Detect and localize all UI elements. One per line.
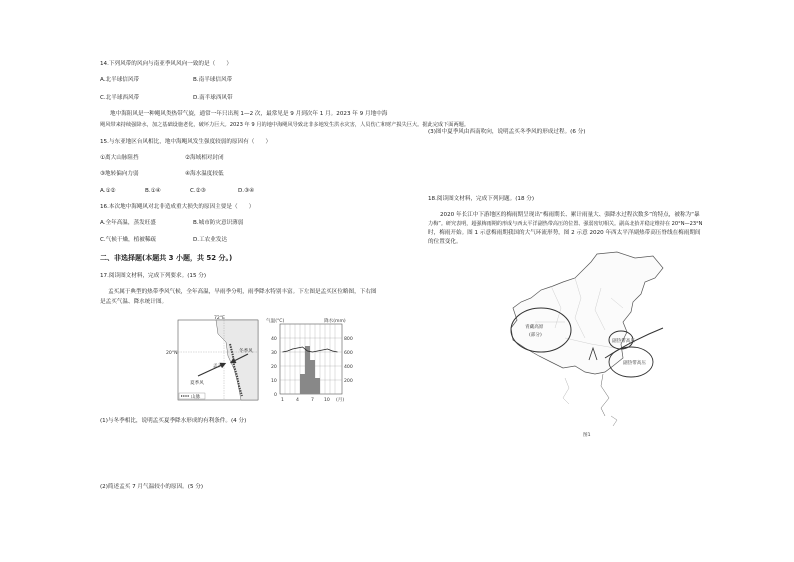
y-left-title: 气温(°C) [266, 319, 285, 324]
winter-monsoon-label: 冬季风 [239, 349, 253, 354]
q15-item-3: ③地转偏向力弱 [100, 171, 139, 177]
y-right-tick-800: 800 [344, 337, 353, 342]
y-left-tick-10: 10 [271, 379, 277, 384]
q16-option-d: D.工农业发达 [193, 237, 228, 243]
map-lon-label: 72°E [214, 316, 226, 321]
q15-item-2: ②海域相对封闭 [185, 155, 224, 161]
q17-sub-1: (1)与冬季相比，说明孟买夏季降水形成的有利条件。(4 分) [100, 418, 247, 424]
plateau-sub-label: (部分) [529, 333, 542, 338]
section-2-title: 二、非选择题(本题共 3 小题，共 52 分。) [100, 254, 233, 262]
figure-caption: 图1 [583, 433, 591, 438]
x-tick-10: 10 [324, 398, 330, 403]
q18-material-line-4: 的位置变化。 [428, 239, 462, 245]
coast-south [601, 374, 609, 416]
y-left-tick-30: 30 [271, 351, 277, 356]
x-unit: (月) [336, 398, 345, 403]
map-lat-label: 20°N [166, 351, 178, 356]
q14-option-c: C.北半球西风带 [100, 95, 140, 101]
x-tick-7: 7 [311, 398, 314, 403]
q16-option-c: C.气候干燥，植被稀疏 [100, 237, 157, 243]
q15-option-b: B.①④ [145, 188, 161, 194]
y-left-tick-20: 20 [271, 365, 277, 370]
subtropical-high-label-1: 副热带高压 [612, 339, 635, 344]
summer-monsoon-label: 夏季风 [190, 381, 204, 386]
q17-material-line-2: 是孟买气温、降水统计图。 [100, 299, 168, 305]
q18-material-line-2: 力梅”。研究表明，超强梅雨期的形成与西太平洋副热带高压的位置、强弱密切相关。副高北抬并稳定维持在 20°N—23°N [428, 221, 703, 227]
q15-option-a: A.①② [100, 188, 116, 194]
china-circulation-map [505, 248, 685, 448]
island [611, 416, 617, 426]
q17-stem: 17.阅读图文材料，完成下列要求。(15 分) [100, 273, 207, 279]
q18-material-line-1: 2020 年长江中下游地区的梅雨期呈现出“梅雨期长、累计雨量大、强降水过程次数多”的特点，被称为“暴 [440, 212, 700, 218]
y-right-tick-200: 200 [344, 379, 353, 384]
q15-stem: 15.与东亚地区台风相比，地中海飓风发生强度较弱的原因有（ ） [100, 139, 272, 145]
q14-option-a: A.北半球信风带 [100, 77, 140, 83]
x-tick-1: 1 [281, 398, 284, 403]
q17-sub-3: (3)图中夏季风由西南吹向，说明孟买冬季风的形成过程。(6 分) [428, 129, 586, 135]
china-outline [511, 252, 663, 374]
y-right-tick-400: 400 [344, 365, 353, 370]
q15-item-1: ①离大山脉阻挡 [100, 155, 139, 161]
q18-material-line-3: 时，梅雨开始。图 1 示意梅雨期我国的大气环流形势，图 2 示意 2020 年西太平洋副热带高压脊线在梅雨期间 [428, 230, 701, 236]
q15-option-d: D.③④ [238, 188, 255, 194]
q14-stem: 14.下列风带的风向与南亚季风风向一致的是（ ） [100, 61, 232, 67]
q18-stem: 18.阅读图文材料，完成下列问题。(18 分) [428, 196, 535, 202]
q15-option-c: C.②③ [190, 188, 206, 194]
passage-line-1: 地中海阻风是一种飓风类热带气旋，通常一年只出现 1—2 次，最常见是 9 月到次年 1 月。2023 年 9 月地中海 [110, 111, 388, 117]
precip-bar-jun [300, 374, 305, 394]
mumbai-climate-chart [266, 316, 361, 410]
x-tick-4: 4 [296, 398, 299, 403]
q17-sub-2: (2)简述孟买 7 月气温较小的原因。(5 分) [100, 484, 204, 490]
legend-mountain-label: 山脉 [191, 395, 201, 400]
q16-stem: 16.本次地中海飓风对北非造成重大损失的原因主要是（ ） [100, 204, 255, 210]
y-left-tick-0: 0 [274, 393, 277, 398]
q16-option-b: B.城市防灾意识薄弱 [193, 220, 244, 226]
q14-option-d: D.南半球西风带 [193, 95, 233, 101]
q16-option-a: A.全年高温，蒸发旺盛 [100, 220, 156, 226]
y-left-tick-40: 40 [271, 337, 277, 342]
precip-bar-aug [310, 360, 315, 394]
q14-option-b: B.南半球信风带 [193, 77, 233, 83]
passage-line-2: 飓风带来持续强降水，加之基础设施老化，破坏力巨大。2023 年 9 月的地中海飓风导致北非多地发生洪水灾害，人员伤亡和财产损失巨大。据此完成下面两题。 [100, 122, 470, 128]
plateau-label: 青藏高原 [525, 325, 544, 330]
q17-material-line-1: 孟买属于典型的热带季风气候，全年高温，旱雨季分明，雨季降水特别丰富。下左图是孟买区位略图，下右图 [108, 289, 377, 295]
subtropical-high-label-2: 副热带高压 [623, 361, 646, 366]
y-right-title: 降水(mm) [324, 319, 346, 324]
precip-bar-sep [315, 378, 320, 394]
mumbai-label: 孟买 [213, 364, 223, 369]
y-right-tick-600: 600 [344, 351, 353, 356]
mumbai-location-map [168, 314, 268, 410]
precip-bar-jul [305, 346, 310, 394]
south-border [563, 378, 569, 404]
q15-item-4: ④海水温度较低 [185, 171, 224, 177]
